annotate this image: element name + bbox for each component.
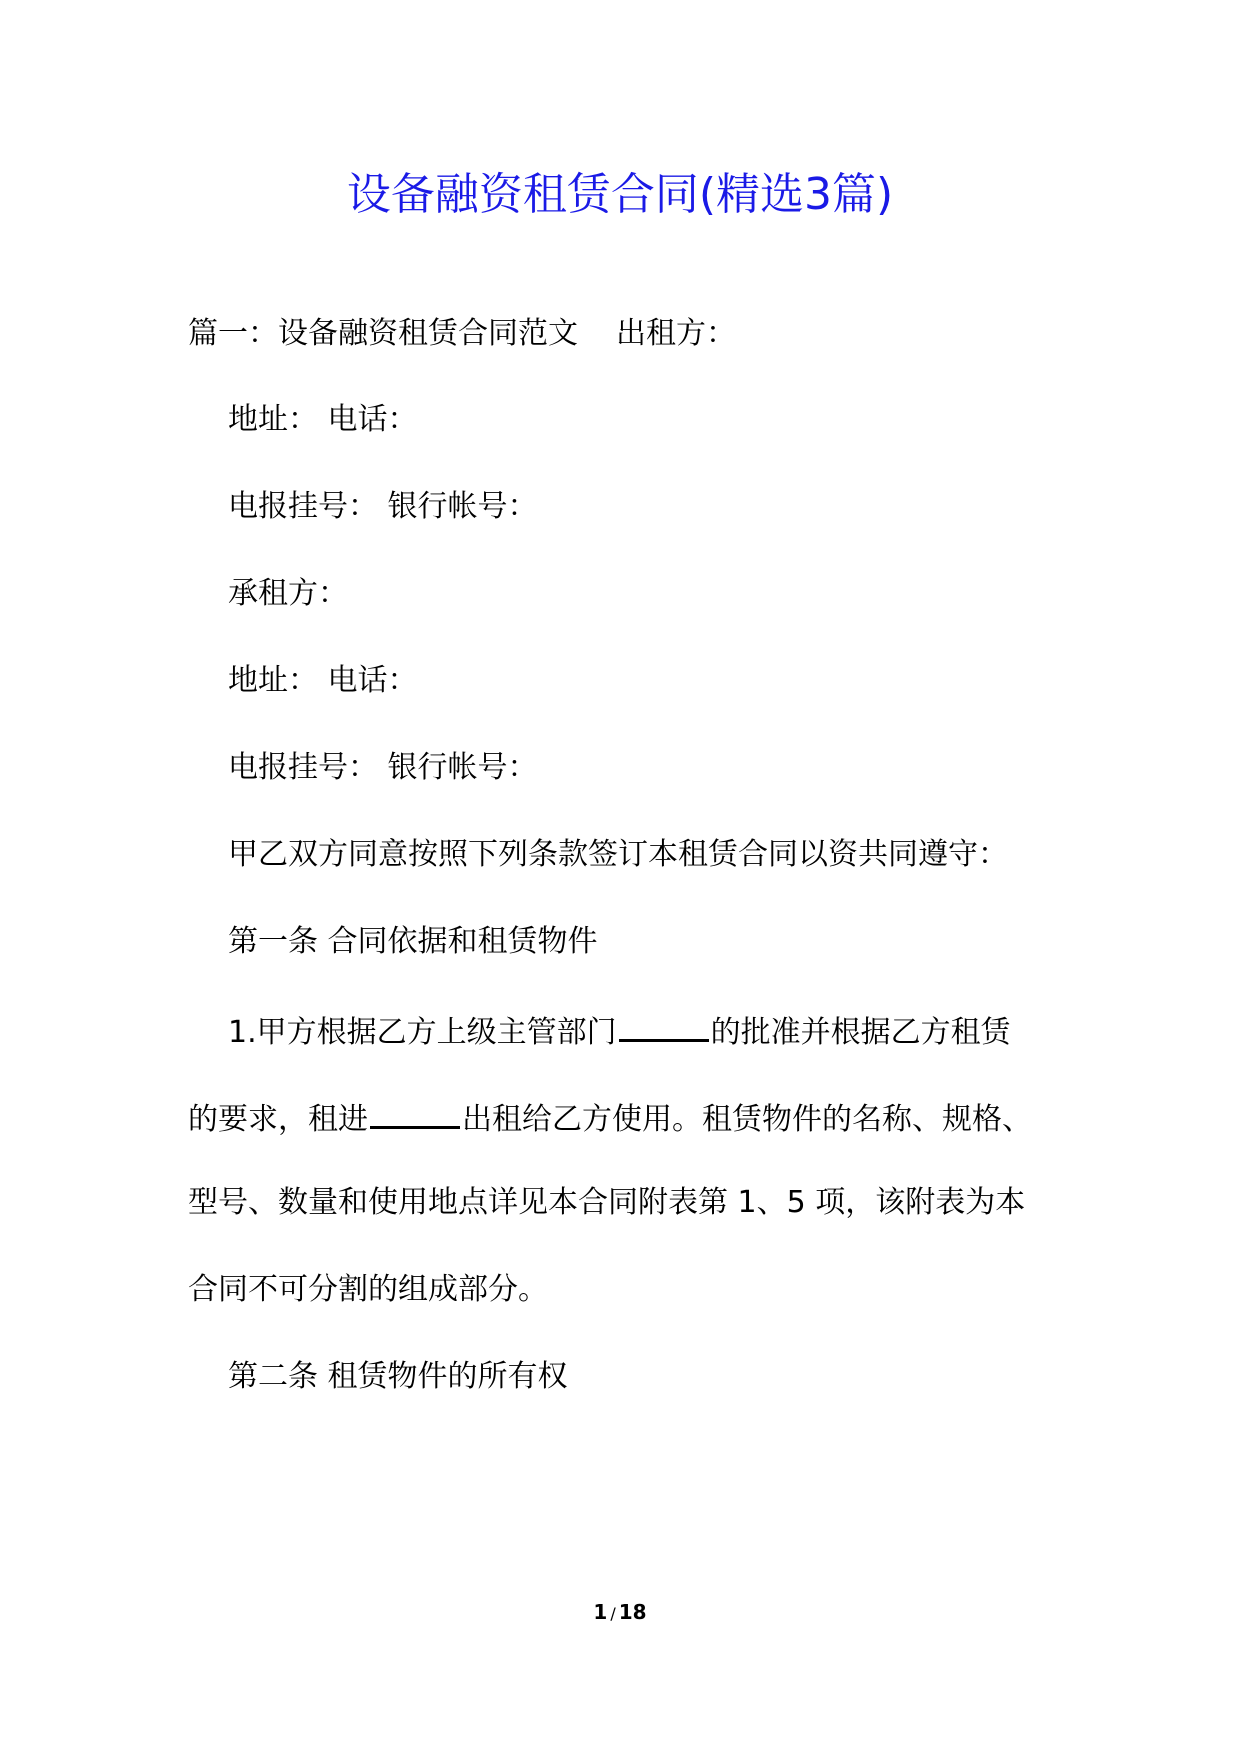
article1-paragraph-line2 bbox=[188, 1096, 1032, 1140]
total-pages: 18 bbox=[618, 1600, 647, 1624]
article1-text-a: 1.甲方根据乙方上级主管部门 bbox=[228, 1015, 617, 1050]
page-separator: / bbox=[610, 1604, 616, 1623]
document-title: 设备融资租赁合同(精选3篇) bbox=[346, 169, 894, 220]
article2-heading: 第二条 租赁物件的所有权 bbox=[228, 1359, 568, 1394]
article1-text-c: 的要求，租进 bbox=[188, 1102, 368, 1137]
lessor-address-phone: 地址： 电话： bbox=[228, 402, 418, 437]
article1-text-d: 出租给乙方使用。租赁物件的名称、规格、 bbox=[462, 1102, 1032, 1137]
lessor-label: 出租方： bbox=[616, 316, 736, 351]
article1-paragraph-line4: 合同不可分割的组成部分。 bbox=[188, 1272, 548, 1307]
article1-paragraph-line1 bbox=[228, 1009, 1011, 1053]
lessor-telegram-bank: 电报挂号： 银行帐号： bbox=[228, 489, 538, 524]
agreement-intro: 甲乙双方同意按照下列条款签订本租赁合同以资共同遵守： bbox=[228, 837, 1008, 872]
lessee-address-phone: 地址： 电话： bbox=[228, 663, 418, 698]
blank-field-leased-item bbox=[370, 1096, 460, 1129]
lessee-label: 承租方： bbox=[228, 576, 348, 611]
blank-field-approval-authority bbox=[619, 1009, 709, 1042]
section-heading-line bbox=[188, 314, 736, 354]
article1-paragraph-line3: 型号、数量和使用地点详见本合同附表第 1、5 项，该附表为本 bbox=[188, 1185, 1026, 1220]
current-page: 1 bbox=[593, 1600, 608, 1624]
page-number bbox=[0, 1598, 1240, 1628]
section-heading: 篇一：设备融资租赁合同范文 bbox=[188, 316, 578, 351]
article1-text-b: 的批准并根据乙方租赁 bbox=[710, 1015, 1011, 1050]
lessee-telegram-bank: 电报挂号： 银行帐号： bbox=[228, 750, 538, 785]
article1-heading: 第一条 合同依据和租赁物件 bbox=[228, 924, 598, 959]
